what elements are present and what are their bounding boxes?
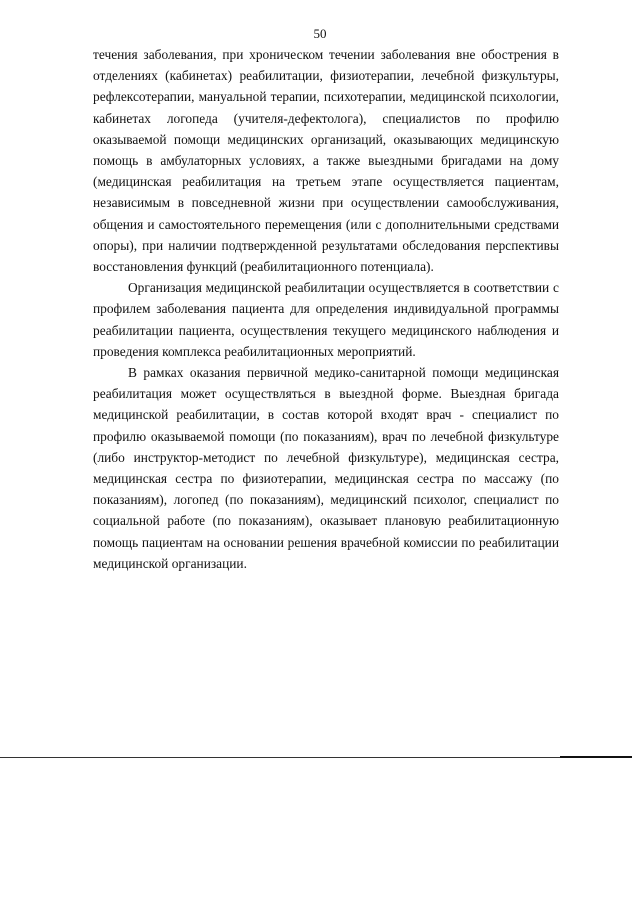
page-bottom-divider — [0, 757, 632, 758]
paragraph-continuation: течения заболевания, при хроническом течении заболевания вне обострения в отделениях (кабинетах) реабилитации, физиотерапии, лечебной физкультуры, рефлексотерапии, мануальной терапии, психотерапии, медицинской психологии, кабинетах логопеда (учителя-дефектолога), специалистов по профилю оказываемой помощи медицинских организаций, оказывающих медицинскую помощь в амбулаторных условиях, а также выездными бригадами на дому (медицинская реабилитация на третьем этапе осуществляется пациентам, независимым в повседневной жизни при осуществлении самообслуживания, общения и самостоятельного перемещения (или с дополнительными средствами опоры), при наличии подтвержденной результатами обследования перспективы восстановления функций (реабилитационного потенциала). — [93, 47, 559, 275]
paragraph-mobile-team: В рамках оказания первичной медико-санитарной помощи медицинская реабилитация может осуществляться в выездной форме. Выездная бригада медицинской реабилитации, в состав которой входят врач - специалист по профилю оказываемой помощи (по показаниям), врач по лечебной физкультуре (либо инструктор-методист по лечебной физкультуре), медицинская сестра, медицинская сестра по физиотерапии, медицинская сестра по массажу (по показаниям), логопед (по показаниям), медицинский психолог, специалист по социальной работе (по показаниям), оказывает плановую реабилитационную помощь пациентам на основании решения врачебной комиссии по реабилитации медицинской организации. — [93, 365, 559, 571]
page-number: 50 — [313, 26, 327, 41]
paragraph-organization: Организация медицинской реабилитации осуществляется в соответствии с профилем заболевания пациента для определения индивидуальной программы реабилитации пациента, осуществления текущего медицинского наблюдения и проведения комплекса реабилитационных мероприятий. — [93, 280, 559, 359]
document-body — [93, 44, 559, 574]
page-bottom-divider-accent — [560, 756, 632, 758]
